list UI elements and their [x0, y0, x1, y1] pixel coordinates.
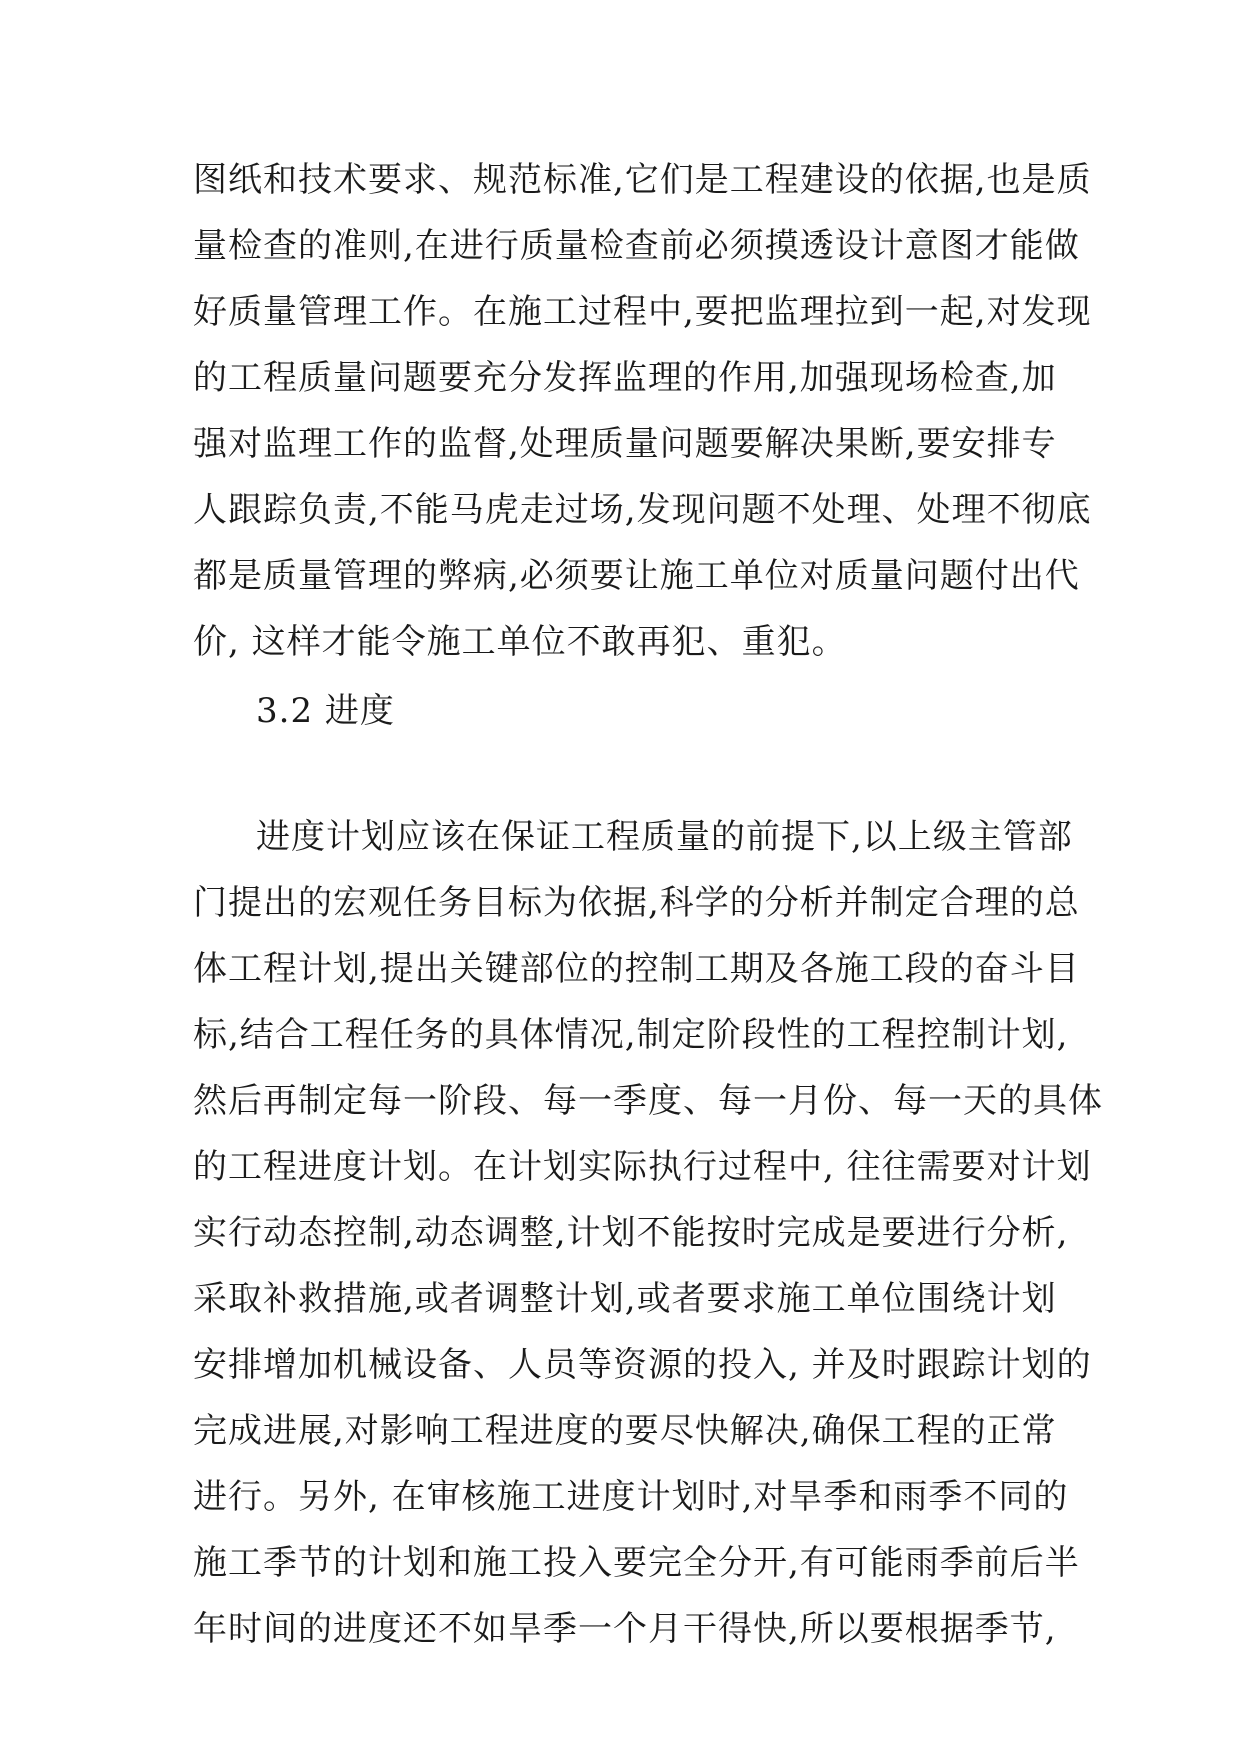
paragraph-line: 人跟踪负责,不能马虎走过场,发现问题不处理、处理不彻底 — [193, 490, 1092, 530]
paragraph-line: 安排增加机械设备、人员等资源的投入, 并及时跟踪计划的 — [193, 1345, 1092, 1385]
paragraph-line: 强对监理工作的监督,处理质量问题要解决果断,要安排专 — [193, 424, 1057, 464]
paragraph-line: 进度计划应该在保证工程质量的前提下,以上级主管部 — [256, 817, 1073, 857]
paragraph-line: 门提出的宏观任务目标为依据,科学的分析并制定合理的总 — [193, 883, 1080, 923]
paragraph-line: 采取补救措施,或者调整计划,或者要求施工单位围绕计划 — [193, 1279, 1057, 1319]
paragraph-line: 施工季节的计划和施工投入要完全分开,有可能雨季前后半 — [193, 1543, 1080, 1583]
paragraph-line: 进行。另外, 在审核施工进度计划时,对旱季和雨季不同的 — [193, 1477, 1069, 1517]
paragraph-line: 好质量管理工作。在施工过程中,要把监理拉到一起,对发现 — [193, 292, 1092, 332]
paragraph-line: 图纸和技术要求、规范标准,它们是工程建设的依据,也是质 — [193, 160, 1092, 200]
paragraph-line: 年时间的进度还不如旱季一个月干得快,所以要根据季节, — [193, 1609, 1057, 1649]
paragraph-line: 的工程质量问题要充分发挥监理的作用,加强现场检查,加 — [193, 358, 1057, 398]
paragraph-line: 然后再制定每一阶段、每一季度、每一月份、每一天的具体 — [193, 1081, 1103, 1121]
section-heading-progress: 3.2 进度 — [256, 691, 395, 731]
paragraph-line: 量检查的准则,在进行质量检查前必须摸透设计意图才能做 — [193, 226, 1080, 266]
paragraph-line: 标,结合工程任务的具体情况,制定阶段性的工程控制计划, — [193, 1015, 1069, 1055]
paragraph-line: 完成进展,对影响工程进度的要尽快解决,确保工程的正常 — [193, 1411, 1057, 1451]
paragraph-line: 体工程计划,提出关键部位的控制工期及各施工段的奋斗目 — [193, 949, 1080, 989]
paragraph-line: 都是质量管理的弊病,必须要让施工单位对质量问题付出代 — [193, 556, 1080, 596]
paragraph-line: 的工程进度计划。在计划实际执行过程中, 往往需要对计划 — [193, 1147, 1092, 1187]
paragraph-line: 实行动态控制,动态调整,计划不能按时完成是要进行分析, — [193, 1213, 1069, 1253]
paragraph-line: 价, 这样才能令施工单位不敢再犯、重犯。 — [193, 622, 847, 662]
